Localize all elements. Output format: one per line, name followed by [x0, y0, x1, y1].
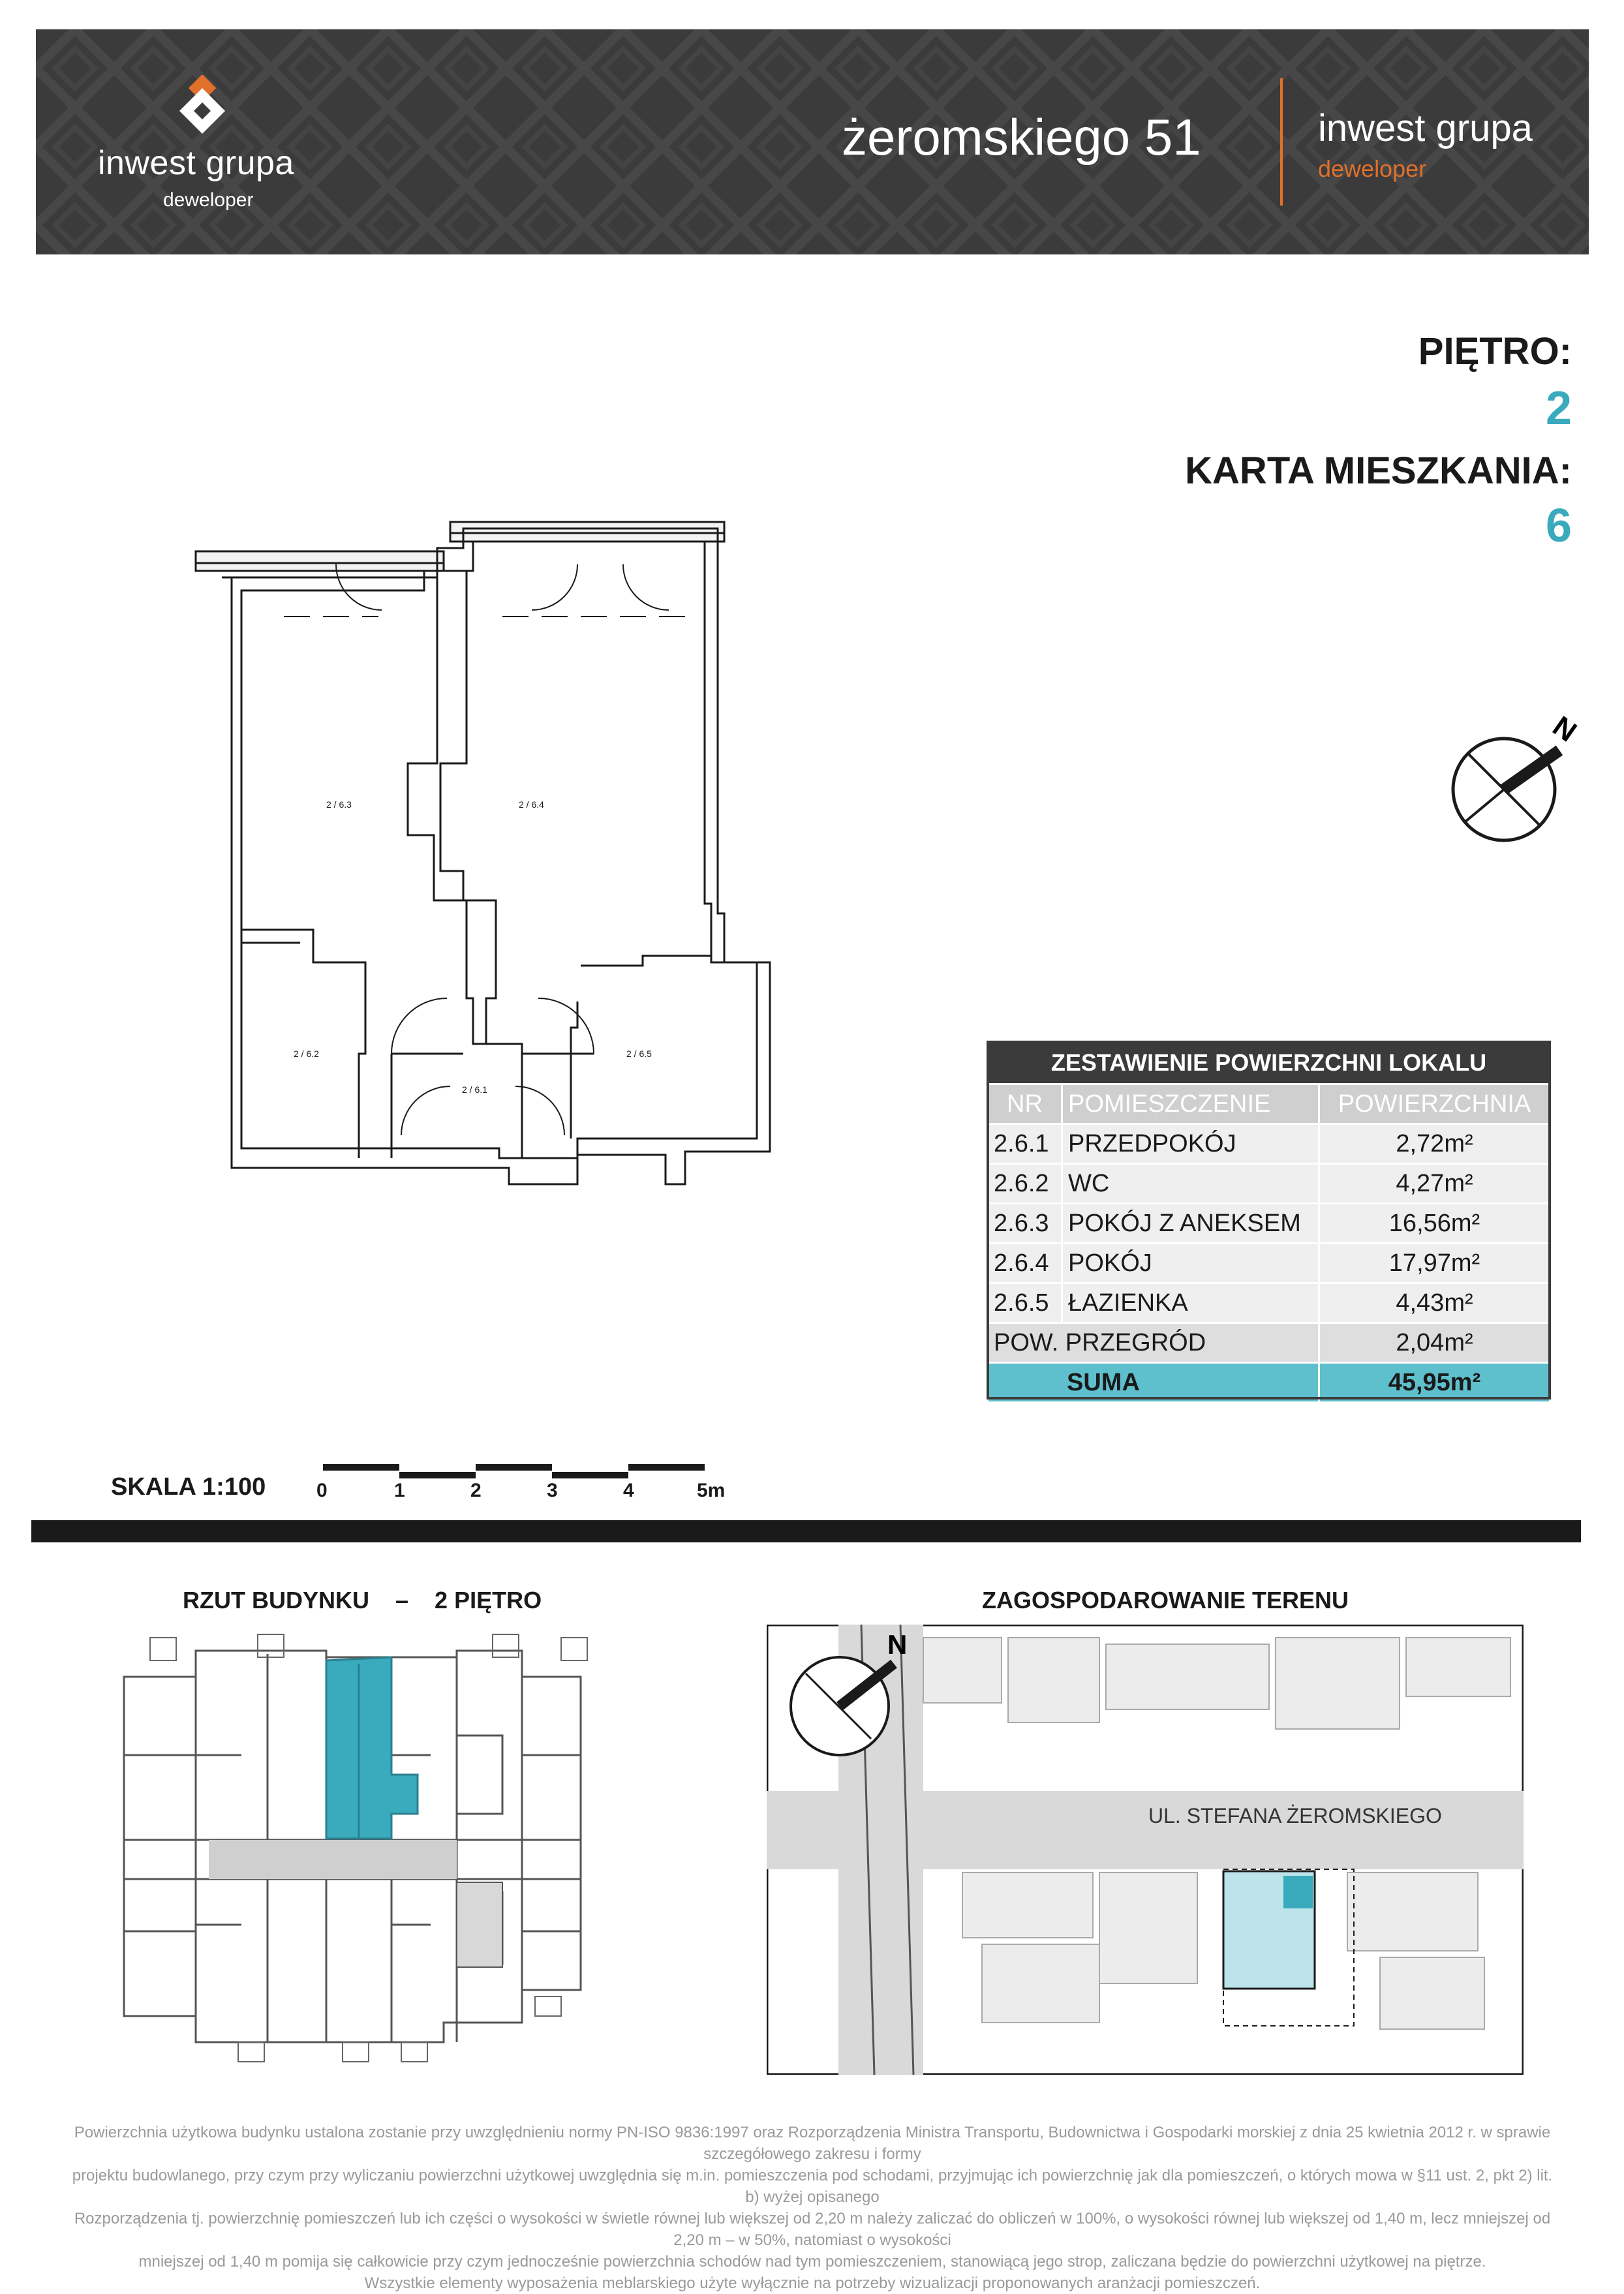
brand-sub: deweloper	[1318, 155, 1427, 182]
row-area: 4,43m²	[1319, 1283, 1550, 1323]
site-plan	[767, 1625, 1524, 2075]
row-room: PRZEDPOKÓJ	[1062, 1124, 1319, 1164]
floor-label: PIĘTRO:	[1418, 330, 1572, 373]
room-tag-6-1: 2 / 6.1	[462, 1084, 487, 1095]
disclaimer-line: mniejszej od 1,40 m pomija się całkowicie przy czym jednocześnie powierzchnia schodów nad tym pomieszczeniem, stanowiącą jego strop, zaliczana będzie do powierzchni użytkowej na piętrze.	[138, 2253, 1486, 2271]
room-tag-6-2: 2 / 6.2	[294, 1048, 319, 1059]
building-plan-title-text: RZUT BUDYNKU	[183, 1587, 369, 1613]
header-separator	[1280, 78, 1283, 206]
row-nr: 2.6.4	[988, 1244, 1062, 1283]
building-floor-plan	[104, 1625, 600, 2068]
scale-tick: 3	[547, 1480, 558, 1501]
building-plan-dash: –	[395, 1587, 409, 1613]
row-area: 16,56m²	[1319, 1204, 1550, 1244]
logo-sub: deweloper	[163, 189, 254, 211]
disclaimer-line: Rozporządzenia tj. powierzchnię pomieszczeń lub ich części o wysokości w świetle równej lub większej od 2,20 m należy zaliczać do obliczeń w 100%, o wysokości równej lub większej od 1,40 m, lecz mniejszej od 2,20 m – w 50%, natomiast o wysokości	[74, 2210, 1551, 2249]
sum-area: 45,95m²	[1319, 1363, 1550, 1403]
row-room: POKÓJ Z ANEKSEM	[1062, 1204, 1319, 1244]
site-plan-title: ZAGOSPODAROWANIE TERENU	[982, 1587, 1349, 1613]
brand-name: inwest grupa	[1318, 107, 1533, 149]
section-divider	[31, 1520, 1581, 1542]
room-tag-6-3: 2 / 6.3	[326, 799, 352, 810]
table-row	[988, 1124, 1550, 1164]
scale-tick: 2	[470, 1480, 482, 1501]
building-plan-floor: 2 PIĘTRO	[435, 1587, 542, 1613]
row-area: 17,97m²	[1319, 1244, 1550, 1283]
building-plan-title	[183, 1587, 542, 1614]
scale-tick: 1	[394, 1480, 405, 1501]
disclaimer-line: projektu budowlanego, przy czym przy wyliczaniu powierzchni użytkowej uwzględnia się m.in. pomieszczenia pod schodami, przyjmując ich powierzchnię jak dla pomieszczeń, o których mowa w §11 ust. 2, pkt 2) lit. b) wyżej opisanego	[72, 2167, 1553, 2206]
table-row	[988, 1283, 1550, 1323]
disclaimer	[65, 2122, 1559, 2294]
sum-label: SUMA	[988, 1363, 1319, 1403]
disclaimer-line: Wszystkie elementy wyposażenia meblarskiego użyte wyłącznie na potrzeby wizualizacji proponowanych aranżacji pomieszczeń.	[364, 2274, 1261, 2292]
scale-tick: 5m	[697, 1480, 726, 1501]
col-nr: NR	[988, 1084, 1062, 1124]
table-row	[988, 1164, 1550, 1204]
logo-name: inwest grupa	[98, 144, 294, 182]
partitions-label: POW. PRZEGRÓD	[988, 1323, 1319, 1363]
header-banner	[36, 29, 1589, 254]
row-nr: 2.6.1	[988, 1124, 1062, 1164]
row-area: 4,27m²	[1319, 1164, 1550, 1204]
table-row	[988, 1244, 1550, 1283]
row-nr: 2.6.5	[988, 1283, 1062, 1323]
room-tag-6-5: 2 / 6.5	[626, 1048, 652, 1059]
row-nr: 2.6.3	[988, 1204, 1062, 1244]
row-area: 2,72m²	[1319, 1124, 1550, 1164]
site-north-label: N	[887, 1629, 908, 1660]
area-table-title: ZESTAWIENIE POWIERZCHNI LOKALU	[988, 1042, 1550, 1084]
col-room: POMIESZCZENIE	[1062, 1084, 1319, 1124]
row-room: ŁAZIENKA	[1062, 1283, 1319, 1323]
scale-bar	[320, 1463, 724, 1482]
project-name: żeromskiego 51	[842, 108, 1201, 166]
table-row	[988, 1204, 1550, 1244]
area-table	[987, 1041, 1551, 1403]
row-room: WC	[1062, 1164, 1319, 1204]
compass-north-label: N	[1546, 710, 1582, 748]
scale-tick: 4	[623, 1480, 634, 1501]
partitions-row	[988, 1323, 1550, 1363]
card-label: KARTA MIESZKANIA:	[1185, 450, 1572, 492]
room-tag-6-4: 2 / 6.4	[519, 799, 544, 810]
col-area: POWIERZCHNIA	[1319, 1084, 1550, 1124]
card-value: 6	[1545, 500, 1572, 552]
logo-icon	[170, 75, 235, 140]
row-room: POKÓJ	[1062, 1244, 1319, 1283]
row-nr: 2.6.2	[988, 1164, 1062, 1204]
scale-tick: 0	[316, 1480, 328, 1501]
street-label: UL. STEFANA ŻEROMSKIEGO	[1148, 1804, 1442, 1828]
partitions-area: 2,04m²	[1319, 1323, 1550, 1363]
apartment-floor-plan	[176, 506, 803, 1197]
scale-label: SKALA 1:100	[111, 1473, 266, 1501]
disclaimer-line: Powierzchnia użytkowa budynku ustalona zostanie przy uwzględnieniu normy PN-ISO 9836:1997 oraz Rozporządzenia Ministra Transportu, Budownictwa i Gospodarki morskiej z dnia 25 kwietnia 2012 r. w sprawie szczegółowego zakresu i formy	[74, 2124, 1551, 2163]
compass-icon	[1445, 708, 1586, 848]
sum-row	[988, 1363, 1550, 1403]
floor-value: 2	[1545, 382, 1572, 435]
